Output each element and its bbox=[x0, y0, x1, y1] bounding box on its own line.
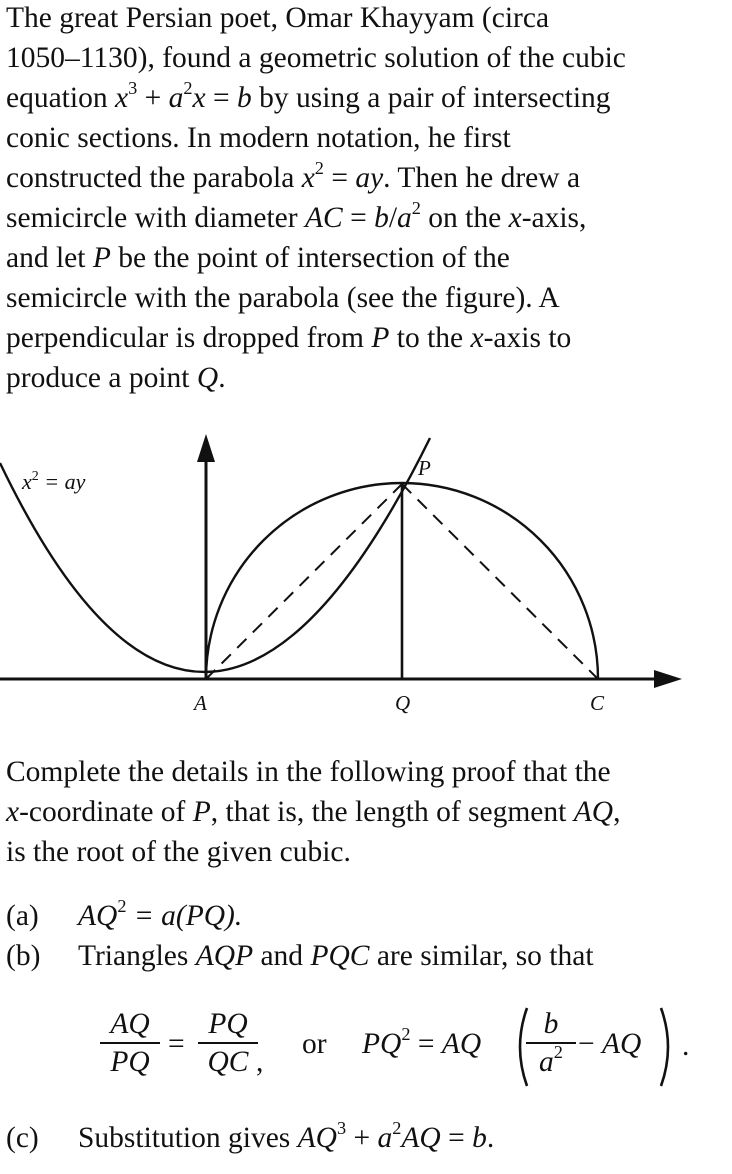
text: . Then he drew a bbox=[383, 162, 581, 194]
math: x bbox=[508, 202, 522, 234]
math: AQ bbox=[297, 1122, 337, 1154]
text: are similar, so that bbox=[369, 940, 594, 972]
point-label-A: A bbox=[194, 691, 207, 715]
fraction-PQ-over-QC bbox=[198, 1006, 258, 1080]
text: be the point of intersection of the bbox=[110, 242, 510, 274]
math: = bbox=[205, 82, 237, 114]
text: equation bbox=[6, 82, 115, 114]
task-line bbox=[6, 752, 728, 792]
intro-line bbox=[6, 118, 728, 158]
text: , bbox=[613, 796, 621, 828]
text: produce a point bbox=[6, 362, 197, 394]
text: -axis to bbox=[483, 322, 572, 354]
text: Substitution gives bbox=[78, 1122, 298, 1154]
math: a bbox=[539, 1046, 554, 1078]
dashed-segment-PC bbox=[402, 484, 598, 679]
math: b bbox=[236, 82, 252, 114]
math: x bbox=[470, 322, 484, 354]
text: -axis, bbox=[521, 202, 587, 234]
math: a bbox=[168, 82, 184, 114]
fraction-b-over-a2 bbox=[526, 1006, 576, 1080]
text: semicircle with diameter bbox=[6, 202, 305, 234]
proof-step-b bbox=[6, 936, 594, 976]
intro-line bbox=[6, 38, 728, 78]
task-line bbox=[6, 792, 728, 832]
equals-sign: = bbox=[168, 1028, 185, 1060]
intro-line bbox=[6, 318, 728, 358]
text: constructed the parabola bbox=[6, 162, 302, 194]
exponent: 2 bbox=[392, 1117, 402, 1138]
math: = bbox=[440, 1122, 473, 1154]
text: on the bbox=[420, 202, 509, 234]
math: P bbox=[92, 242, 111, 274]
text: and bbox=[253, 940, 311, 972]
intro-line bbox=[6, 358, 728, 398]
exponent: 2 bbox=[411, 197, 421, 218]
rhs-expression bbox=[362, 1023, 482, 1062]
text: Triangles bbox=[78, 940, 196, 972]
parabola-label: $x^2$ = ay bbox=[22, 469, 86, 494]
math: AQ bbox=[441, 1028, 482, 1060]
right-paren bbox=[656, 1004, 678, 1090]
intro-line bbox=[6, 78, 728, 118]
math: x bbox=[301, 162, 315, 194]
math: P bbox=[192, 796, 211, 828]
period: . bbox=[682, 1030, 690, 1062]
step-label: (a) bbox=[6, 900, 39, 932]
math: + bbox=[137, 82, 169, 114]
text: 1050–1130), found a geometric solution of the cubic bbox=[6, 42, 626, 74]
intro-line bbox=[6, 158, 728, 198]
math: a bbox=[377, 1122, 393, 1154]
text: Complete the details in the following proof that the bbox=[6, 756, 611, 788]
numerator: PQ bbox=[208, 1008, 248, 1040]
math: AQ bbox=[401, 1122, 441, 1154]
math: PQ bbox=[362, 1028, 402, 1060]
task-paragraph bbox=[6, 752, 728, 872]
step-label: (c) bbox=[6, 1122, 39, 1154]
exponent: 2 bbox=[117, 895, 127, 916]
math: b bbox=[374, 202, 389, 234]
intro-line bbox=[6, 278, 728, 318]
exponent: 2 bbox=[183, 77, 193, 98]
step-label: (b) bbox=[6, 940, 41, 972]
math: AC bbox=[304, 202, 343, 234]
similarity-equation bbox=[0, 1004, 732, 1094]
text: to the bbox=[389, 322, 471, 354]
text: conic sections. In modern notation, he first bbox=[6, 122, 511, 154]
intro-paragraph bbox=[6, 0, 728, 398]
comma: , bbox=[256, 1046, 264, 1078]
or-word: or bbox=[302, 1028, 327, 1060]
text: The great Persian poet, Omar Khayyam (circa bbox=[6, 2, 550, 34]
proof-step-a bbox=[6, 896, 242, 936]
text: , that is, the length of segment bbox=[210, 796, 574, 828]
math: + bbox=[346, 1122, 378, 1154]
text: . bbox=[486, 1122, 495, 1154]
math: AQ bbox=[573, 796, 614, 828]
denominator: PQ bbox=[110, 1046, 150, 1078]
point-label-Q: Q bbox=[395, 691, 411, 715]
math: = bbox=[410, 1028, 442, 1060]
khayyam-figure bbox=[0, 425, 732, 725]
exponent: 2 bbox=[553, 1041, 563, 1062]
text: . bbox=[218, 362, 226, 394]
text: by using a pair of intersecting bbox=[251, 82, 611, 114]
math: a bbox=[397, 202, 412, 234]
intro-line bbox=[6, 198, 728, 238]
math: x bbox=[114, 82, 129, 114]
math: AQ bbox=[602, 1028, 642, 1060]
numerator: b bbox=[543, 1008, 559, 1040]
text: and let bbox=[6, 242, 93, 274]
math: = bbox=[323, 162, 356, 194]
exponent: 2 bbox=[401, 1023, 411, 1044]
dashed-segment-AP bbox=[206, 484, 402, 679]
task-line bbox=[6, 832, 728, 872]
intro-line bbox=[6, 0, 728, 38]
math: ay bbox=[355, 162, 384, 194]
point-label-P: P bbox=[418, 456, 431, 480]
math: − bbox=[578, 1028, 603, 1060]
math: x bbox=[6, 796, 20, 828]
exponent: 3 bbox=[336, 1117, 347, 1138]
exponent: 2 bbox=[314, 157, 324, 178]
text: perpendicular is dropped from bbox=[6, 322, 372, 354]
intro-line bbox=[6, 238, 728, 278]
x-axis-arrowhead bbox=[654, 670, 682, 688]
math: / bbox=[388, 202, 398, 234]
text: -coordinate of bbox=[19, 796, 193, 828]
minus-term bbox=[578, 1026, 641, 1062]
math: PQC bbox=[310, 940, 370, 972]
y-axis-arrowhead bbox=[197, 434, 215, 462]
math: b bbox=[472, 1122, 487, 1154]
text: semicircle with the parabola (see the figure). A bbox=[6, 282, 560, 314]
text: is the root of the given cubic. bbox=[6, 836, 351, 868]
math: x bbox=[192, 82, 206, 114]
numerator: AQ bbox=[110, 1008, 150, 1040]
math: = bbox=[342, 202, 375, 234]
exponent: 3 bbox=[128, 77, 138, 98]
math: = a(PQ). bbox=[126, 900, 243, 932]
math: AQ bbox=[78, 900, 118, 932]
denominator: QC bbox=[207, 1046, 249, 1078]
proof-step-c bbox=[6, 1118, 494, 1158]
math: P bbox=[371, 322, 390, 354]
math: Q bbox=[196, 362, 219, 394]
fraction-AQ-over-PQ bbox=[100, 1006, 160, 1080]
point-label-C: C bbox=[590, 691, 605, 715]
math: AQP bbox=[195, 940, 254, 972]
